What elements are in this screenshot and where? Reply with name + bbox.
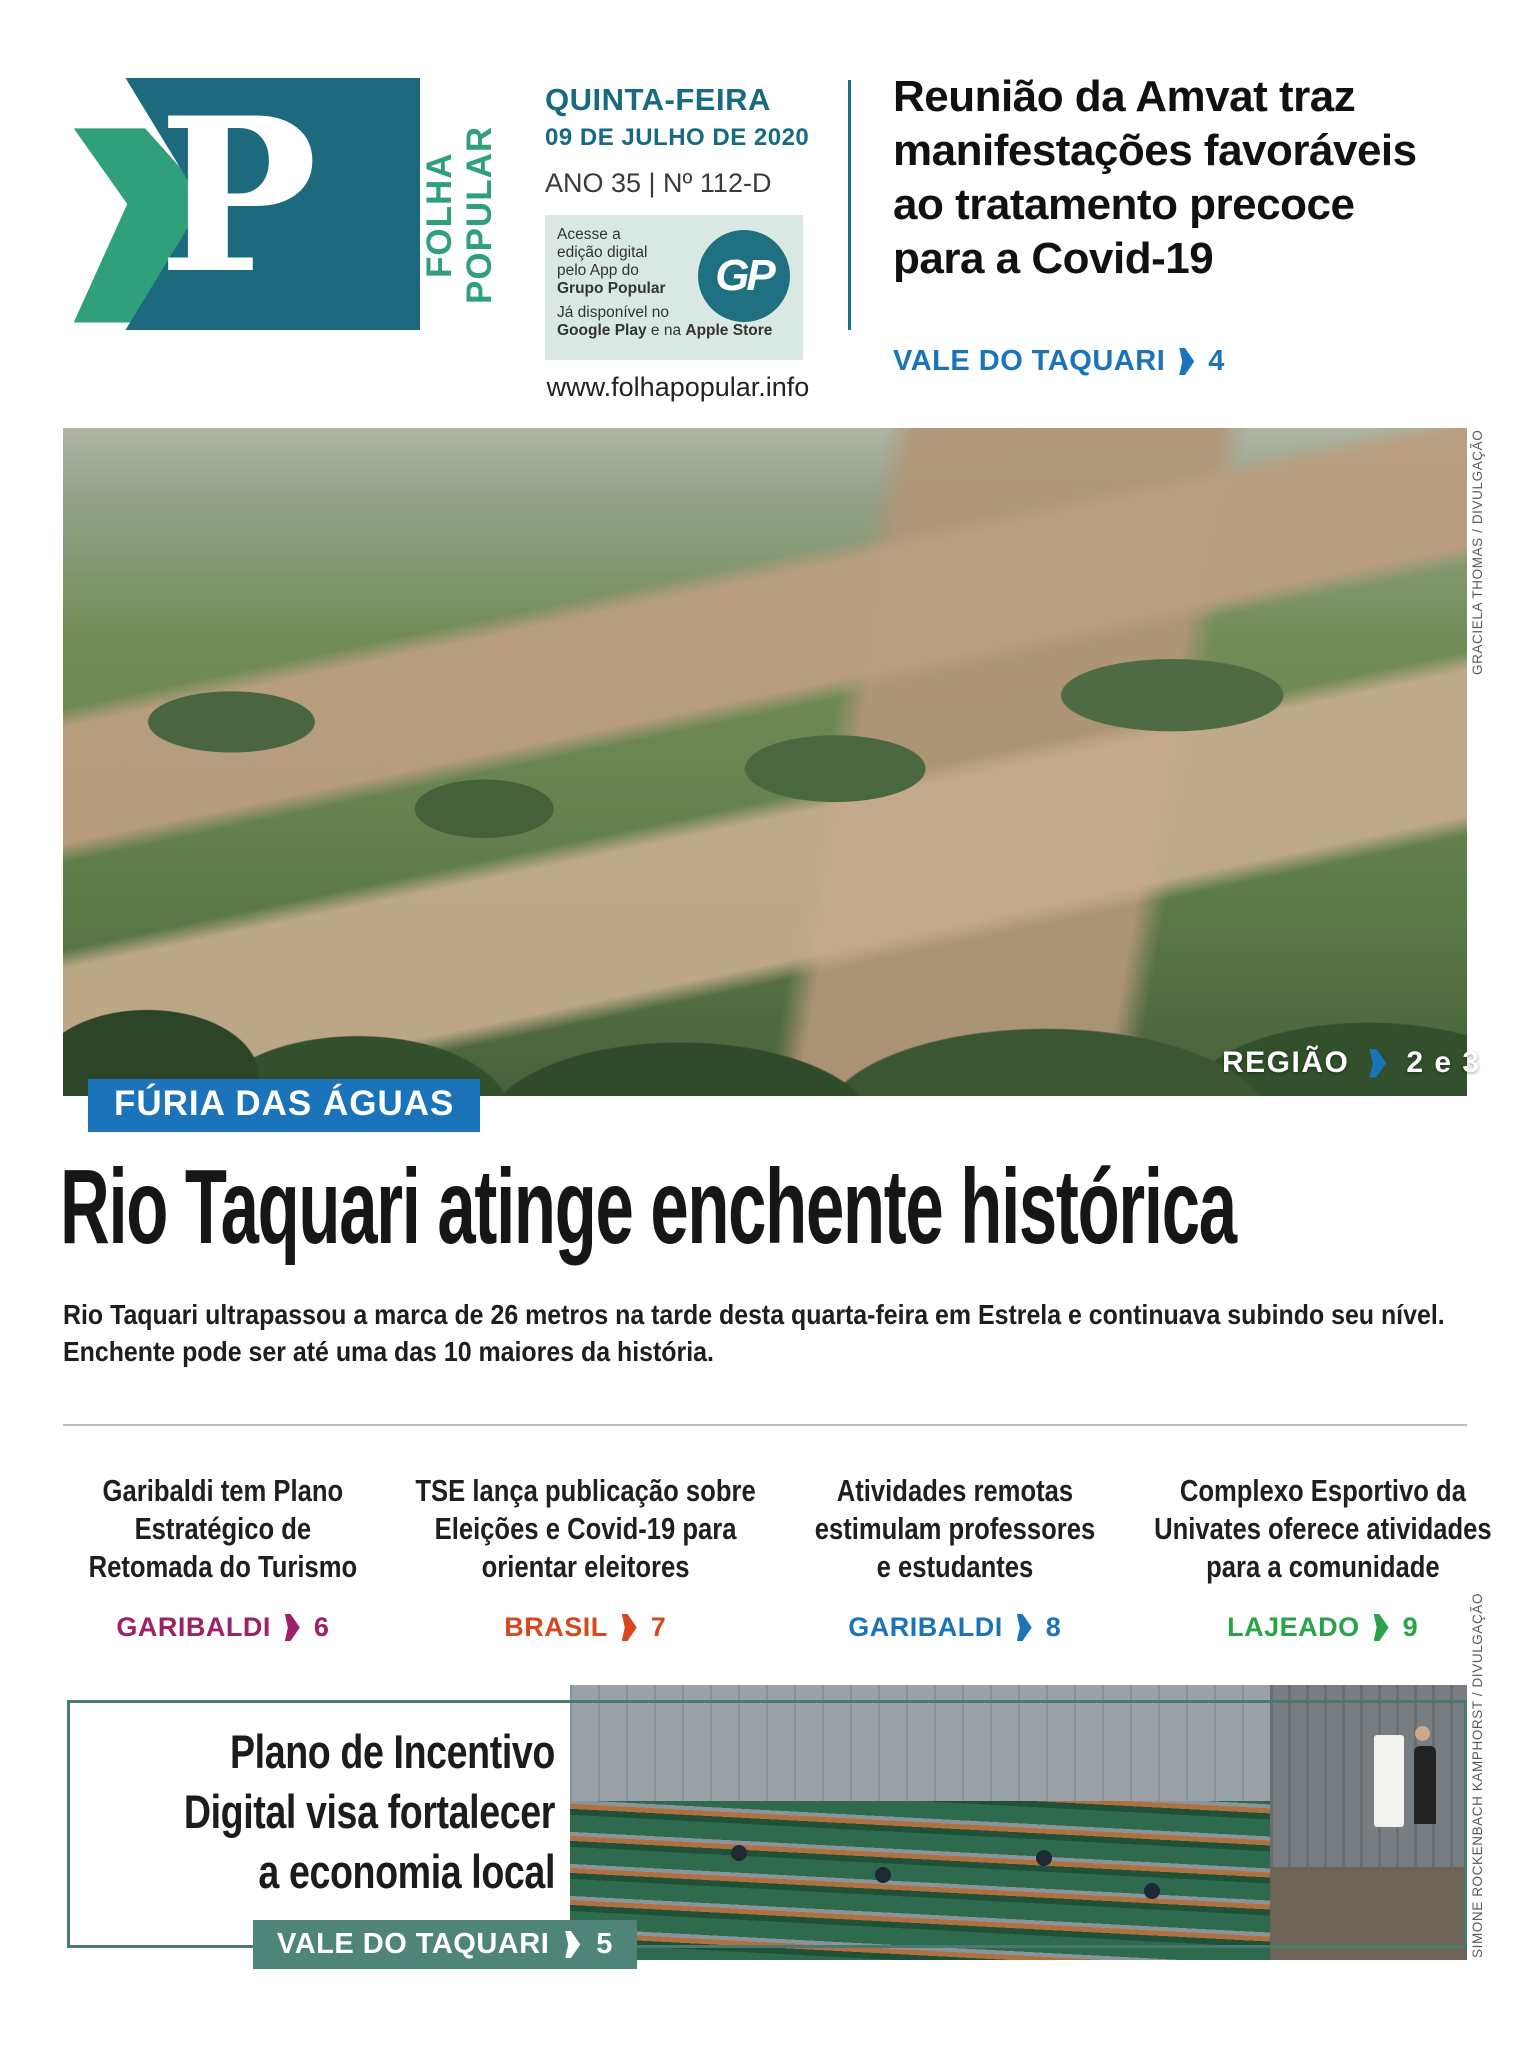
headline-line: Plano de Incentivo (230, 1725, 555, 1778)
event-banner (1374, 1735, 1404, 1827)
teaser-line: Complexo Esportivo da (1179, 1474, 1466, 1508)
page-arrow-icon (1179, 348, 1194, 375)
headline-line: manifestações favoráveis (893, 126, 1417, 175)
page-arrow-icon (1369, 1049, 1386, 1078)
deck-line: Enchente pode ser até uma das 10 maiores da história. (63, 1336, 714, 1367)
page-number: 9 (1402, 1612, 1419, 1642)
lead-story-tag: FÚRIA DAS ÁGUAS (88, 1079, 480, 1132)
kicker-label: LAJEADO (1227, 1612, 1360, 1642)
page-arrow-icon (285, 1614, 300, 1641)
page-arrow-icon (1374, 1614, 1389, 1641)
teaser-kicker (116, 1612, 329, 1643)
page-number: 6 (313, 1612, 330, 1642)
auditorium-chairs (570, 1801, 1270, 1961)
page-number: 7 (650, 1612, 667, 1642)
headline-line: para a Covid-19 (893, 234, 1214, 283)
apple-store-label: Apple Store (685, 322, 773, 339)
auditorium-photo (570, 1685, 1467, 1960)
teaser-item (383, 1472, 788, 1643)
app-promo-text: pelo App do (557, 262, 639, 279)
photo-credit: GRACIELA THOMAS / DIVULGAÇÃO (1470, 430, 1485, 676)
page-arrow-icon (1017, 1614, 1032, 1641)
photo-credit: SIMONE ROCKENBACH KAMPHORST / DIVULGAÇÃO (1470, 1592, 1485, 1958)
deck-line: Rio Taquari ultrapassou a marca de 26 metros na tarde desta quarta-feira em Estrela e continuava subindo seu nível. (63, 1299, 1445, 1330)
google-play-label: Google Play (557, 322, 647, 339)
kicker-label: BRASIL (504, 1612, 608, 1642)
app-promo-text: edição digital (557, 244, 648, 261)
website-url[interactable]: www.folhapopular.info (546, 372, 810, 402)
section-name: REGIÃO (1222, 1046, 1350, 1079)
teaser-line: Retomada do Turismo (88, 1550, 358, 1584)
page-numbers: 2 e 3 (1406, 1046, 1481, 1079)
teaser-line: TSE lança publicação sobre (415, 1474, 756, 1508)
teaser-line: Eleições e Covid-19 para (434, 1512, 737, 1546)
page-number: 4 (1208, 345, 1225, 377)
teaser-headline (815, 1472, 1096, 1586)
bottom-story-headline (60, 1722, 555, 1902)
audience-person (875, 1867, 891, 1883)
teaser-kicker (1227, 1612, 1418, 1643)
teaser-line: Atividades remotas (836, 1474, 1073, 1508)
lead-headline: Rio Taquari atinge enchente histórica (60, 1148, 1236, 1266)
headline-line: a economia local (258, 1845, 555, 1898)
top-story-kicker (893, 345, 1225, 378)
teaser-kicker (848, 1612, 1061, 1643)
audience-person (1144, 1883, 1160, 1899)
app-availability: Já disponível no (557, 304, 670, 321)
teaser-row (63, 1472, 1492, 1643)
teaser-line: para a comunidade (1205, 1550, 1440, 1584)
masthead-divider (848, 80, 851, 330)
teaser-line: Estratégico de (134, 1512, 312, 1546)
stores-conjunction: e na (646, 322, 686, 339)
kicker-label: GARIBALDI (848, 1612, 1003, 1642)
gp-monogram: GP (715, 251, 773, 300)
teaser-headline (89, 1472, 358, 1586)
page-arrow-icon (565, 1931, 580, 1958)
page-number: 8 (1045, 1612, 1062, 1642)
kicker-label: VALE DO TAQUARI (277, 1928, 550, 1960)
teaser-item (1122, 1472, 1524, 1643)
teaser-line: e estudantes (876, 1550, 1034, 1584)
bottom-story-kicker (253, 1920, 637, 1969)
lead-deck (63, 1296, 1469, 1370)
teaser-headline (415, 1472, 755, 1586)
teaser-kicker (504, 1612, 666, 1643)
teaser-line: Univates oferece atividades (1153, 1512, 1492, 1546)
kicker-label: VALE DO TAQUARI (893, 345, 1166, 377)
logo-letter: P (158, 71, 318, 321)
newspaper-name: FOLHA POPULAR (420, 125, 499, 305)
page-arrow-icon (622, 1614, 637, 1641)
weekday-label: QUINTA-FEIRA (545, 82, 771, 117)
newspaper-logo (63, 71, 420, 330)
section-divider (63, 1424, 1467, 1426)
teaser-headline (1154, 1472, 1491, 1586)
speaker-figure (1414, 1746, 1436, 1824)
photo-section-label (1222, 1046, 1481, 1080)
audience-person (731, 1845, 747, 1861)
app-promo-group-name: Grupo Popular (557, 280, 666, 297)
flood-aerial-photo (63, 428, 1467, 1096)
teaser-line: estimulam professores (814, 1512, 1096, 1546)
teaser-item (63, 1472, 383, 1643)
teaser-line: Garibaldi tem Plano (102, 1474, 344, 1508)
app-promo-box (545, 215, 803, 360)
page-number: 5 (596, 1928, 613, 1960)
edition-number: ANO 35 | Nº 112-D (545, 168, 772, 198)
app-promo-text: Acesse a (557, 226, 621, 243)
top-story-headline (893, 70, 1513, 286)
teaser-item (788, 1472, 1122, 1643)
teaser-line: orientar eleitores (481, 1550, 690, 1584)
headline-line: ao tratamento precoce (893, 180, 1355, 229)
edition-date: 09 DE JULHO DE 2020 (545, 124, 810, 151)
headline-line: Reunião da Amvat traz (893, 72, 1356, 121)
kicker-label: GARIBALDI (116, 1612, 271, 1642)
headline-line: Digital visa fortalecer (183, 1785, 556, 1838)
app-stores-line (557, 322, 791, 340)
grupo-popular-logo-icon (698, 230, 790, 322)
